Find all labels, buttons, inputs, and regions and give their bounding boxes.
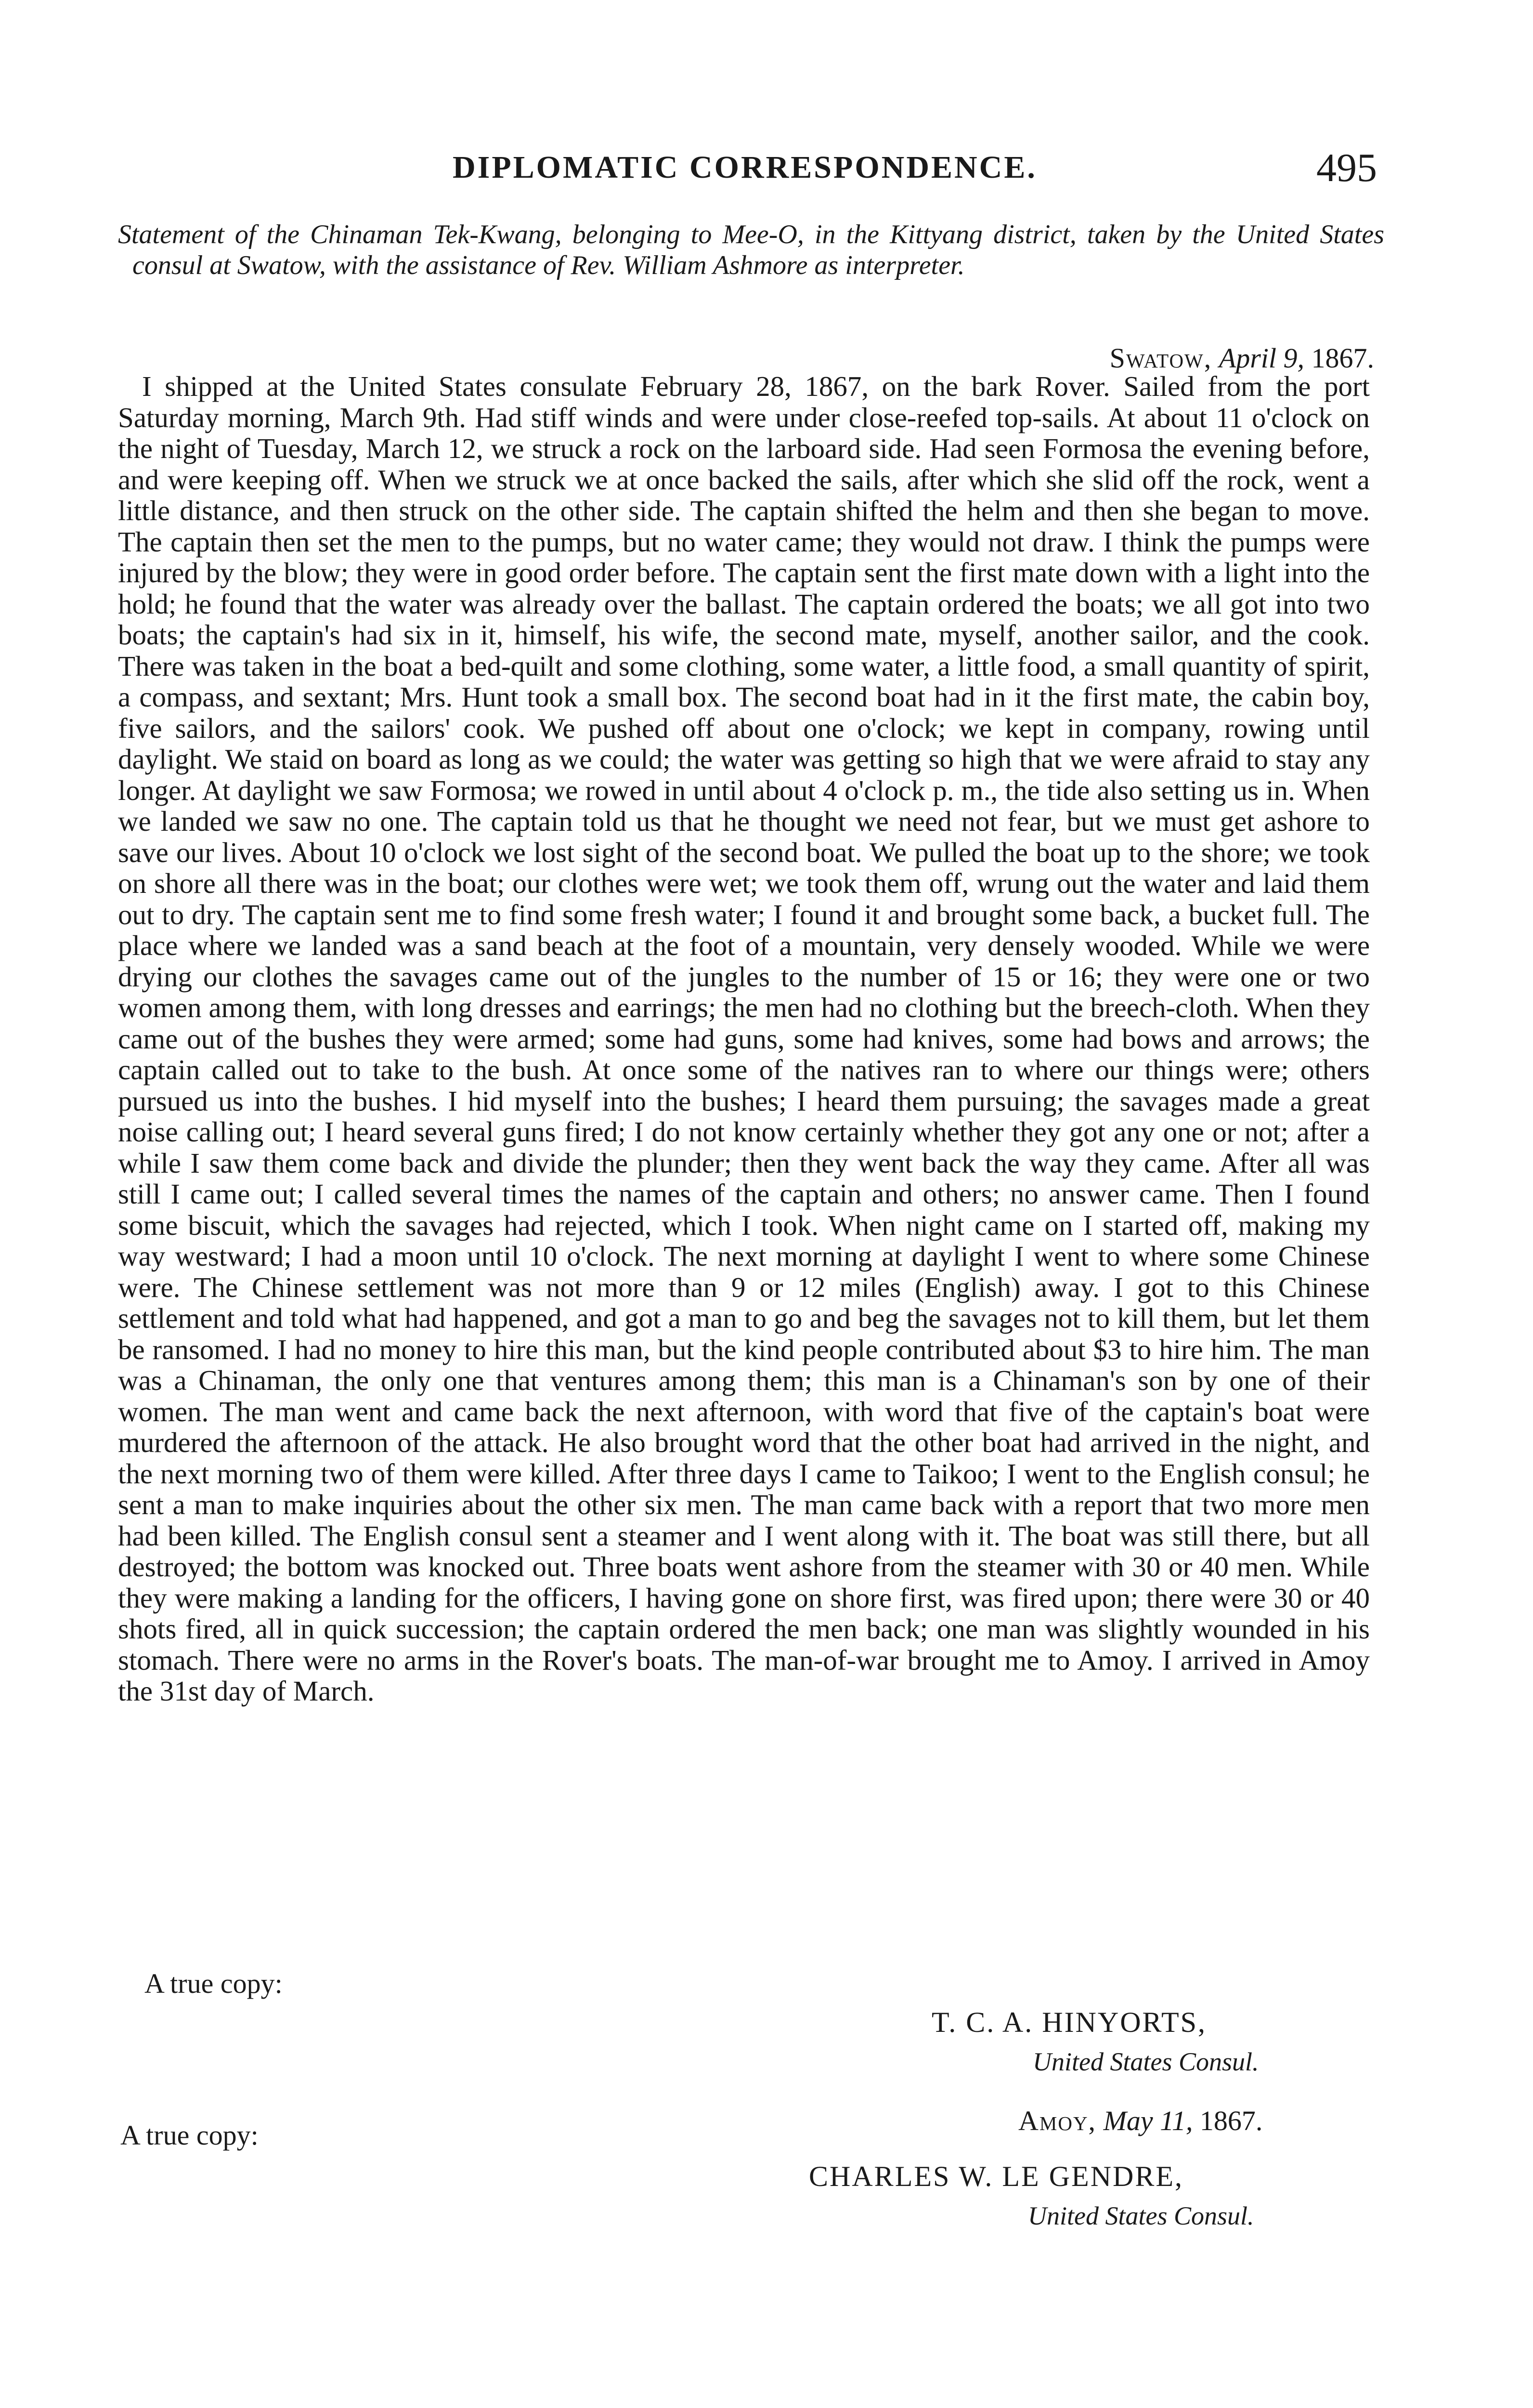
page-number: 495 bbox=[1316, 145, 1377, 190]
true-copy-label-1: A true copy: bbox=[144, 1968, 283, 1999]
signature-2-title: United States Consul. bbox=[1028, 2201, 1254, 2230]
statement-body: I shipped at the United States consulate February 28, 1867, on the bark Rover. Sailed from the port Saturday morning, March 9th. Had stiff winds and were under close-reefed top-sails. At about 11 o'clock on the night of Tuesday, March 12, we struck a rock on the larboard side. Had seen Formosa the evening before, and were keeping off. When we struck we at once backed the sails, after which she slid off the rock, went a little distance, and then struck on the other side. The captain shifted the helm and then she began to move. The captain then set the men to the pumps, but no water came; they would not draw. I think the pumps were injured by the blow; they were in good order before. The captain sent the first mate down with a light into the hold; he found that the water was already over the ballast. The captain ordered the boats; we all got into two boats; the captain's had six in it, himself, his wife, the second mate, myself, another sailor, and the cook. There was taken in the boat a bed-quilt and some clothing, some water, a little food, a small quantity of spirit, a compass, and sextant; Mrs. Hunt took a small box. The second boat had in it the first mate, the cabin boy, five sailors, and the sailors' cook. We pushed off about one o'clock; we kept in company, rowing until daylight. We staid on board as long as we could; the water was getting so high that we were afraid to stay any longer. At daylight we saw Formosa; we rowed in until about 4 o'clock p. m., the tide also setting us in. When we landed we saw no one. The captain told us that he thought we need not fear, but we must get ashore to save our lives. About 10 o'clock we lost sight of the second boat. We pulled the boat up to the shore; we took on shore all there was in the boat; our clothes were wet; we took them off, wrung out the water and laid them out to dry. The captain sent me to find some fresh water; I found it and brought some back, a bucket full. The place where we landed was a sand beach at the foot of a mountain, very densely wooded. While we were drying our clothes the savages came out of the jungles to the number of 15 or 16; they were one or two women among them, with long dresses and earrings; the men had no clothing but the breech-cloth. When they came out of the bushes they were armed; some had guns, some had knives, some had bows and arrows; the captain called out to take to the bush. At once some of the natives ran to where our things were; others pursued us into the bushes. I hid myself into the bushes; I heard them pursuing; the savages made a great noise calling out; I heard several guns fired; I do not know certainly whether they got any one or not; after a while I saw them come back and divide the plunder; then they went back the way they came. After all was still I came out; I called several times the names of the captain and others; no answer came. Then I found some biscuit, which the savages had rejected, which I took. When night came on I started off, making my way westward; I had a moon until 10 o'clock. The next morning at daylight I went to where some Chinese were. The Chinese settlement was not more than 9 or 12 miles (English) away. I got to this Chinese settlement and told what had happened, and got a man to go and beg the savages not to kill them, but let them be ransomed. I had no money to hire this man, but the kind people contributed about $3 to hire him. The man was a Chinaman, the only one that ventures among them; this man is a Chinaman's son by one of their women. The man went and came back the next afternoon, with word that five of the captain's boat were murdered the afternoon of the attack. He also brought word that the other boat had arrived in the night, and the next morning two of them were killed. After three days I came to Taikoo; I went to the English consul; he sent a man to make inquiries about the other six men. The man came back with a report that two more men had been killed. The English consul sent a steamer and I went along with it. The boat was still there, but all destroyed; the bottom was knocked out. Three boats went ashore from the steamer with 30 or 40 men. While they were making a landing for the officers, I having gone on shore first, was fired upon; there were 30 or 40 shots fired, all in quick succession; the captain ordered the men back; one man was slightly wounded in his stomach. There were no arms in the Rover's boats. The man-of-war brought me to Amoy. I arrived in Amoy the 31st day of March. bbox=[118, 370, 1370, 1707]
dateline-year: 1867. bbox=[1311, 342, 1374, 374]
signature-2-name: CHARLES W. LE GENDRE, bbox=[809, 2160, 1184, 2192]
true-copy-label-2: A true copy: bbox=[120, 2120, 259, 2151]
dateline bbox=[1110, 342, 1374, 374]
dateline-month-day: April 9, bbox=[1219, 342, 1304, 374]
dateline-2 bbox=[1018, 2105, 1262, 2137]
running-title: DIPLOMATIC CORRESPONDENCE. bbox=[453, 150, 1037, 185]
statement-heading: Statement of the Chinaman Tek-Kwang, belonging to Mee-O, in the Kittyang district, taken by the United States consul at Swatow, with the assistance of Rev. William Ashmore as interpreter. bbox=[118, 220, 1384, 280]
signature-1-name: T. C. A. HINYORTS, bbox=[932, 2006, 1207, 2038]
dateline-2-month-day: May 11, bbox=[1103, 2105, 1193, 2136]
dateline-place: Swatow, bbox=[1109, 342, 1212, 374]
dateline-2-place: Amoy, bbox=[1018, 2105, 1097, 2136]
running-head bbox=[116, 144, 1377, 197]
signature-1-title: United States Consul. bbox=[1033, 2047, 1259, 2076]
dateline-2-year: 1867. bbox=[1199, 2105, 1263, 2136]
